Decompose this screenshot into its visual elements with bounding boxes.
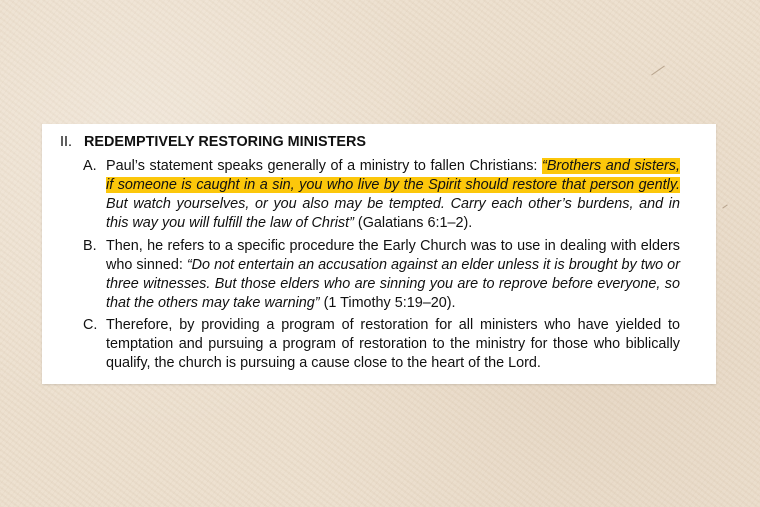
section-numeral: II. [60,134,72,150]
scripture-reference: (1 Timothy 5:19–20). [319,295,456,311]
item-intro: Paul’s statement speaks generally of a ministry to fallen Christians: [106,158,543,174]
item-intro: Then, he refers to a specific procedure the Early Church was to use in dealing with elders who sinned: [106,238,680,273]
section-title: REDEMPTIVELY RESTORING MINISTERS [84,134,367,150]
highlighted-quote: “Brothers and sisters, if someone is caught in a sin, you who live by the Spirit should restore that person gently. [106,158,680,193]
item-body [106,237,680,313]
background-scratch [651,66,665,76]
background-scratch [722,204,727,208]
item-letter: C. [83,317,98,333]
item-letter: A. [83,158,97,174]
item-letter: B. [83,238,97,254]
quote-text: “Do not entertain an accusation against an elder unless it is brought by two or three witnesses. But those elders who are sinning you are to reprove before everyone, so that the others may take warning” [106,257,680,311]
section-heading [60,133,366,151]
scripture-reference: (Galatians 6:1–2). [353,215,473,231]
item-body: Therefore, by providing a program of restoration for all ministers who have yielded to temptation and pursuing a program of restoration to the ministry for those who biblically qualify, the church is pursuing a cause close to the heart of the Lord. [106,317,680,371]
item-body [106,157,680,233]
document-excerpt [42,124,716,384]
quote-text: But watch yourselves, or you also may be tempted. Carry each other’s burdens, and in this way you will fulfill the law of Christ” [106,196,680,231]
